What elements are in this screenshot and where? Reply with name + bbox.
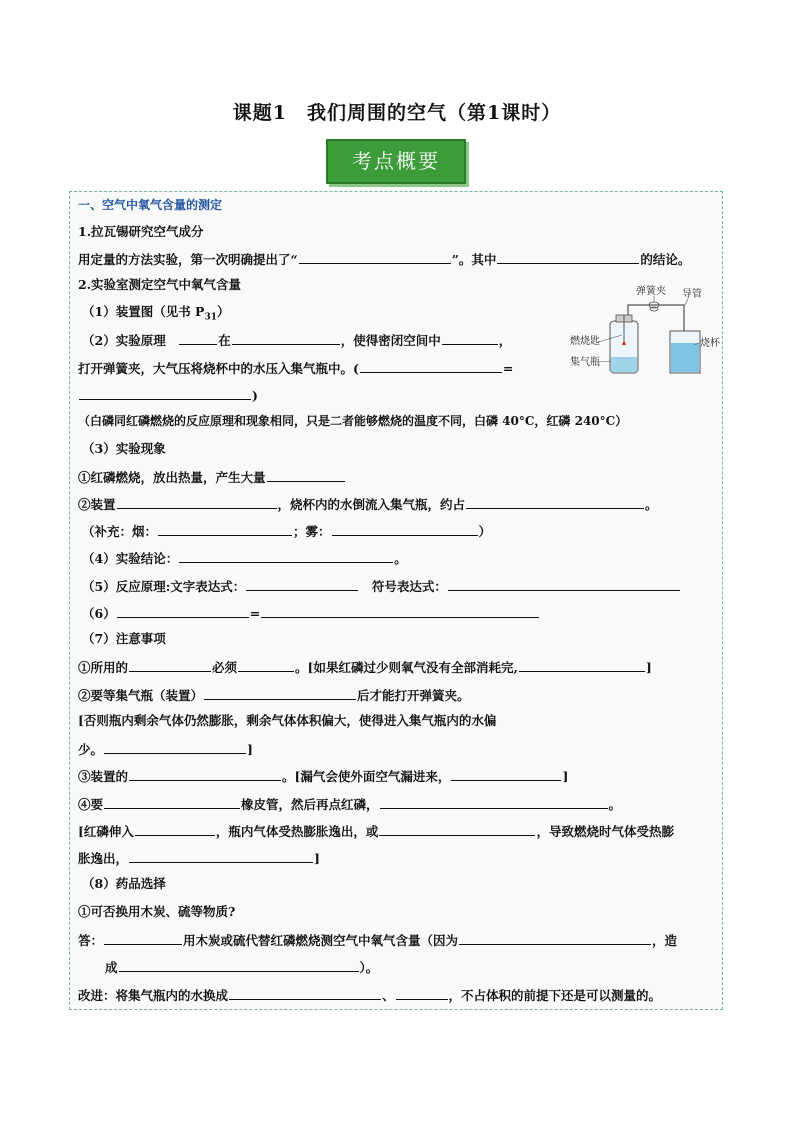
line-9: （3）实验现象	[82, 441, 166, 456]
blank[interactable]	[135, 822, 215, 836]
line-21: ③装置的 。[漏气会使外面空气漏进来， ]	[78, 769, 569, 784]
line-22: ④要 橡皮管，然后再点红磷， 。	[78, 797, 622, 812]
line-29: 改进：将集气瓶内的水换成 、 ，不占体积的前提下还是可以测量的。	[78, 988, 662, 1003]
blank[interactable]	[459, 931, 651, 945]
blank[interactable]	[117, 604, 249, 618]
label-spoon: 燃烧匙	[570, 336, 600, 347]
line-15: （6） =	[82, 604, 540, 622]
blank[interactable]	[104, 795, 240, 809]
line-8: （白磷同红磷燃烧的反应原理和现象相同，只是二者能够燃烧的温度不同，白磷 40°C，红磷 240°C）	[78, 414, 628, 428]
blank[interactable]	[519, 658, 645, 672]
section-heading: 一、空气中氧气含量的测定	[78, 198, 223, 212]
line-23: [红磷伸入 ，瓶内气体受热膨胀逸出，或 ，导致燃烧时气体受热膨	[78, 824, 674, 839]
blank[interactable]	[497, 250, 639, 264]
blank[interactable]	[267, 468, 345, 482]
blank[interactable]	[442, 331, 498, 345]
blank[interactable]	[380, 795, 608, 809]
blank[interactable]	[379, 822, 535, 836]
line-16: （7）注意事项	[82, 631, 166, 646]
blank[interactable]	[246, 577, 358, 591]
label-spring-clip: 弹簧夹	[636, 286, 666, 297]
line-28: 成 ）。	[105, 960, 379, 975]
page-title: 课题1 我们周围的空气（第1课时）	[232, 102, 562, 124]
label-bottle: 集气瓶	[570, 357, 600, 368]
blank[interactable]	[79, 386, 251, 400]
blank[interactable]	[129, 849, 313, 863]
line-7: )	[78, 386, 258, 404]
line-1: 1.拉瓦锡研究空气成分	[78, 224, 204, 239]
blank[interactable]	[261, 604, 539, 618]
blank[interactable]	[332, 522, 478, 536]
line-11: ②装置 ，烧杯内的水倒流入集气瓶，约占 。	[78, 497, 658, 512]
blank[interactable]	[104, 740, 246, 754]
line-14: （5）反应原理:文字表达式： 符号表达式：	[82, 577, 681, 595]
blank[interactable]	[104, 931, 182, 945]
line-18: ②要等集气瓶（装置） 后才能打开弹簧夹。	[78, 688, 470, 703]
blank[interactable]	[232, 331, 340, 345]
blank[interactable]	[117, 495, 277, 509]
blank[interactable]	[396, 986, 448, 1000]
line-27: 答： 用木炭或硫代替红磷燃烧测空气中氧气含量（因为 ，造	[78, 933, 678, 948]
blank[interactable]	[451, 767, 561, 781]
apparatus-diagram	[566, 283, 726, 378]
line-25: （8）药品选择	[82, 876, 166, 891]
blank[interactable]	[129, 767, 281, 781]
line-12: （补充：烟： ；雾： ）	[82, 524, 492, 539]
line-20: 少。 ]	[78, 742, 253, 757]
blank[interactable]	[299, 250, 451, 264]
blank[interactable]	[158, 522, 292, 536]
blank[interactable]	[448, 577, 680, 591]
blank[interactable]	[129, 658, 211, 672]
line-4: （1）装置图（见书 $P_{31}$）	[82, 304, 230, 323]
line-13: （4）实验结论： 。	[82, 551, 407, 566]
blank[interactable]	[119, 958, 359, 972]
line-3: 2.实验室测定空气中氧气含量	[78, 277, 242, 292]
line-5: （2）实验原理 在 ，使得密闭空间中 ，	[82, 333, 512, 348]
blank[interactable]	[360, 359, 502, 373]
line-2: 用定量的方法实验，第一次明确提出了“ ”。其中 的结论。	[78, 252, 691, 267]
blank[interactable]	[179, 331, 217, 345]
label-beaker: 烧杯	[700, 338, 720, 349]
line-24: 胀逸出， ]	[78, 851, 320, 866]
blank[interactable]	[179, 549, 393, 563]
blank[interactable]	[466, 495, 644, 509]
line-6: 打开弹簧夹，大气压将烧杯中的水压入集气瓶中。( =	[78, 361, 514, 376]
blank[interactable]	[238, 658, 294, 672]
line-10: ①红磷燃烧，放出热量，产生大量	[78, 468, 346, 486]
line-17: ①所用的 必须 。[如果红磷过少则氧气没有全部消耗完, ]	[78, 660, 652, 675]
blank[interactable]	[229, 986, 381, 1000]
label-tube: 导管	[682, 289, 702, 300]
line-26: ①可否换用木炭、硫等物质?	[78, 904, 236, 919]
line-19: [否则瓶内剩余气体仍然膨胀，剩余气体体积偏大，使得进入集气瓶内的水偏	[78, 713, 497, 728]
blank[interactable]	[204, 686, 356, 700]
section-badge: 考点概要	[326, 139, 466, 184]
